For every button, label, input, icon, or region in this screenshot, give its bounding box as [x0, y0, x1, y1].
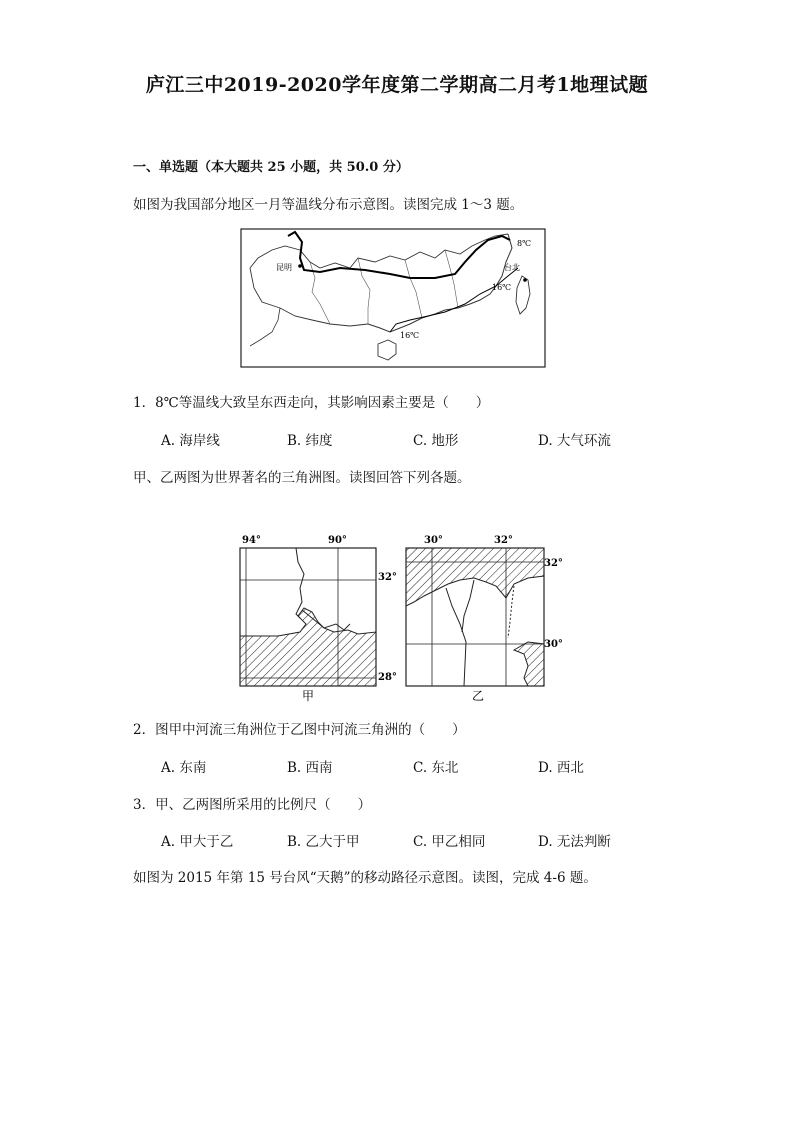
q1-option-d[interactable]: D. 大气环流	[538, 433, 611, 449]
yi-lat-top: 32°	[544, 558, 563, 569]
label-taibei: 台北	[504, 263, 520, 272]
page-title: 庐江三中2019-2020学年度第二学期高二月考1地理试题	[145, 74, 649, 96]
q2-option-a[interactable]: A. 东南	[161, 760, 207, 776]
map-jia	[240, 535, 397, 703]
label-16c-east: 16℃	[492, 283, 512, 292]
jia-caption: 甲	[302, 689, 315, 703]
delta-maps	[238, 532, 568, 707]
q3-option-d[interactable]: D. 无法判断	[538, 834, 611, 850]
section-heading: 一、单选题（本大题共 25 小题，共 50.0 分）	[133, 160, 409, 175]
q1-option-a[interactable]: A. 海岸线	[161, 433, 220, 449]
q1-option-c[interactable]: C. 地形	[413, 433, 459, 449]
q1-option-b[interactable]: B. 纬度	[287, 433, 333, 449]
q3-option-a[interactable]: A. 甲大于乙	[161, 834, 234, 850]
intro-text-2: 甲、乙两图为世界著名的三角洲图。读图回答下列各题。	[133, 470, 471, 486]
yi-caption: 乙	[472, 689, 485, 703]
yi-lat-bottom: 30°	[544, 639, 563, 650]
intro-text-3: 如图为 2015 年第 15 号台风“天鹅”的移动路径示意图。读图，完成 4-6 题。	[133, 870, 597, 886]
yi-lon-left: 30°	[424, 535, 443, 546]
intro-text-1: 如图为我国部分地区一月等温线分布示意图。读图完成 1～3 题。	[133, 197, 524, 213]
jia-lat-top: 32°	[378, 572, 397, 583]
question-1-stem: 1．8℃等温线大致呈东西走向，其影响因素主要是（ ）	[133, 395, 490, 411]
q3-option-b[interactable]: B. 乙大于甲	[287, 834, 360, 850]
kunming-dot	[298, 264, 302, 268]
jia-lat-bottom: 28°	[378, 672, 397, 683]
taibei-dot	[523, 278, 527, 282]
map-yi	[406, 535, 563, 703]
q2-option-c[interactable]: C. 东北	[413, 760, 459, 776]
question-3-stem: 3．甲、乙两图所采用的比例尺（ ）	[133, 797, 372, 813]
yi-lon-right: 32°	[494, 535, 513, 546]
q2-option-b[interactable]: B. 西南	[287, 760, 333, 776]
label-8c: 8℃	[517, 239, 532, 248]
jia-lon-left: 94°	[242, 535, 261, 546]
jia-lon-right: 90°	[328, 535, 347, 546]
label-16c-south: 16℃	[400, 331, 420, 340]
question-2-stem: 2．图甲中河流三角洲位于乙图中河流三角洲的（ ）	[133, 722, 466, 738]
q2-option-d[interactable]: D. 西北	[538, 760, 584, 776]
isotherm-map	[240, 228, 546, 368]
map-frame	[241, 229, 545, 367]
label-kunming: 昆明	[276, 263, 292, 272]
q3-option-c[interactable]: C. 甲乙相同	[413, 834, 486, 850]
